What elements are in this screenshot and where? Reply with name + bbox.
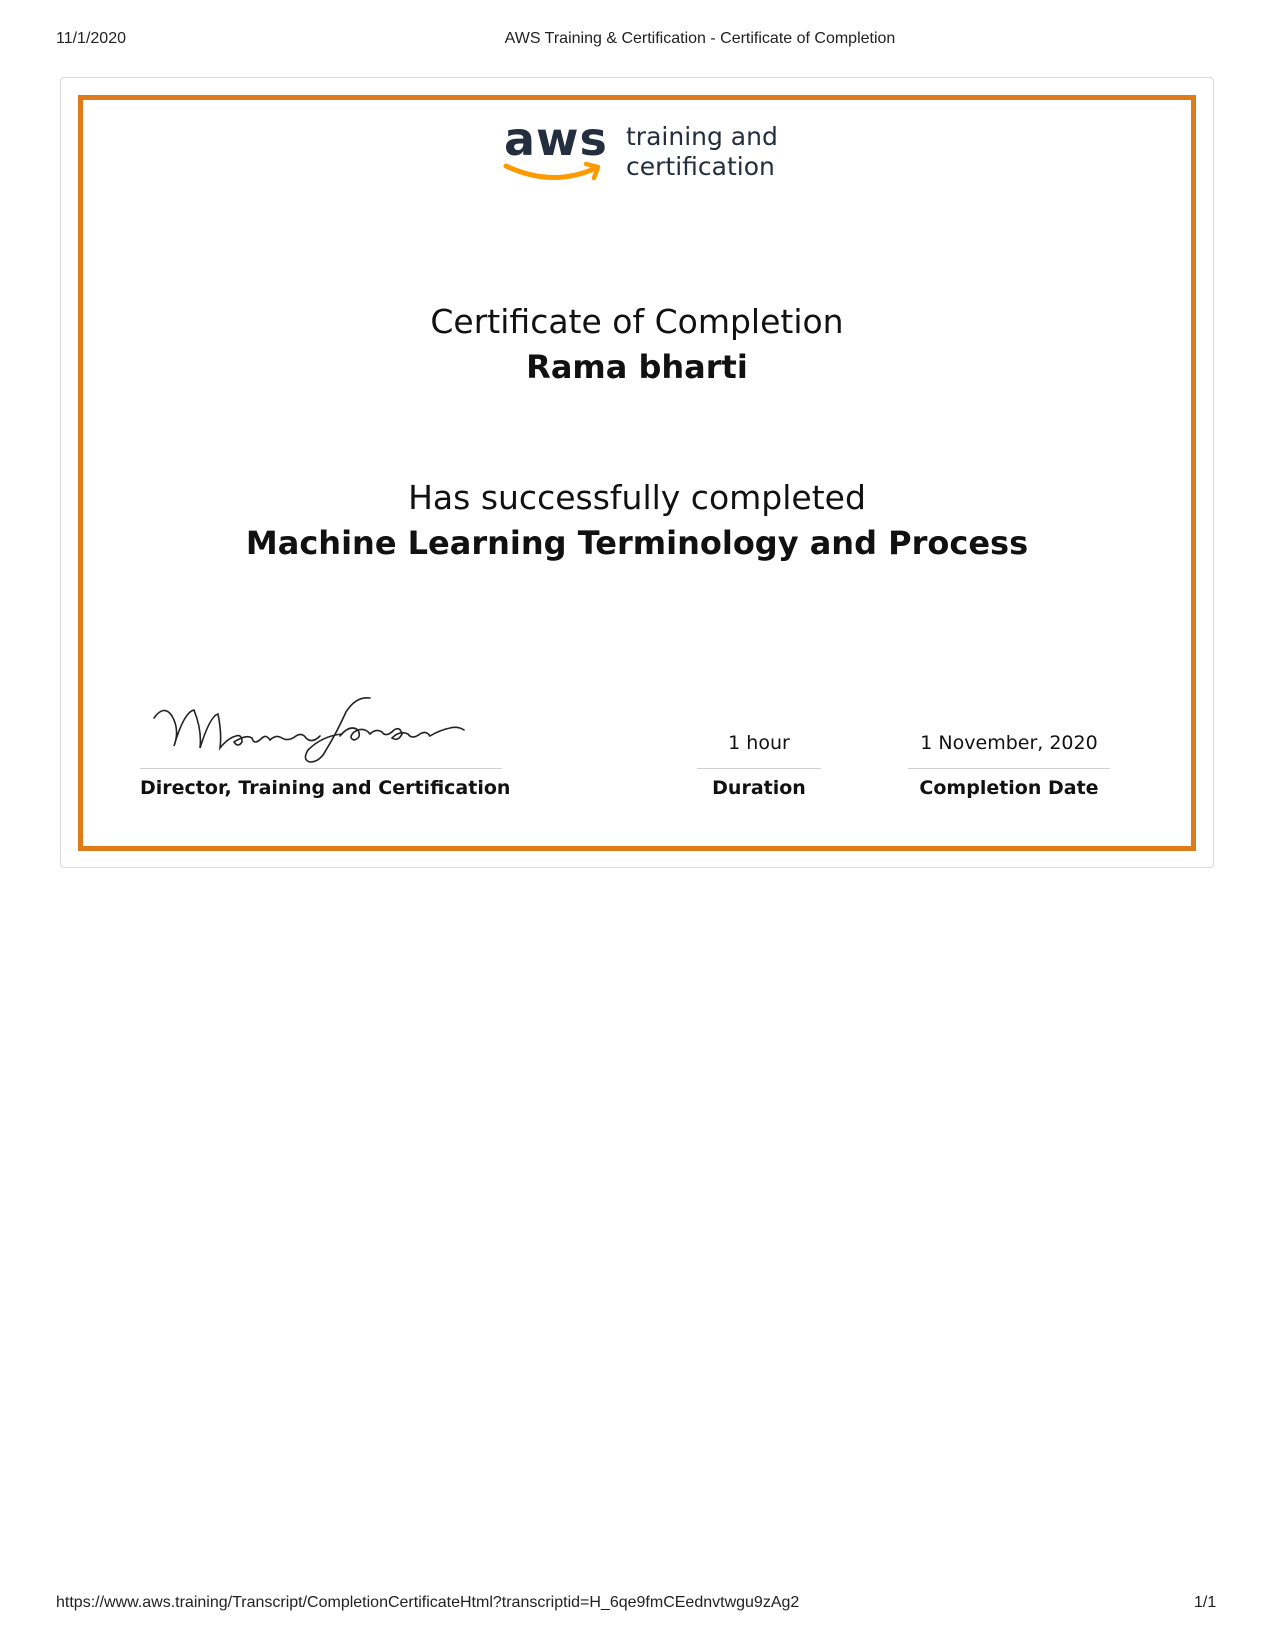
logo-tagline-line1: training and bbox=[626, 122, 778, 151]
completed-label: Has successfully completed bbox=[408, 478, 866, 517]
duration-rule bbox=[697, 768, 821, 769]
completion-date-value: 1 November, 2020 bbox=[920, 732, 1098, 754]
course-name: Machine Learning Terminology and Process bbox=[245, 524, 1029, 562]
completion-date-label: Completion Date bbox=[919, 777, 1099, 799]
signature-rule bbox=[140, 768, 502, 769]
aws-smile-icon bbox=[500, 158, 610, 194]
print-header-title: AWS Training & Certification - Certificate of Completion bbox=[504, 30, 896, 47]
duration-value: 1 hour bbox=[728, 732, 790, 754]
print-footer-page-number: 1/1 bbox=[1194, 1594, 1217, 1611]
aws-wordmark: aws bbox=[504, 112, 608, 166]
signature-image bbox=[150, 690, 470, 770]
logo-tagline bbox=[626, 122, 778, 182]
signer-title: Director, Training and Certification bbox=[140, 777, 511, 799]
duration-label: Duration bbox=[712, 777, 806, 799]
logo-tagline-line2: certification bbox=[626, 152, 775, 181]
certificate-title: Certificate of Completion bbox=[430, 302, 844, 341]
completion-date-rule bbox=[908, 768, 1110, 769]
print-header-date: 11/1/2020 bbox=[56, 30, 126, 47]
print-footer-url: https://www.aws.training/Transcript/CompletionCertificateHtml?transcriptid=H_6qe9fmCEednvtwgu9zAg2 bbox=[56, 1594, 800, 1611]
aws-training-logo bbox=[500, 112, 790, 202]
recipient-name: Rama bharti bbox=[526, 348, 748, 386]
